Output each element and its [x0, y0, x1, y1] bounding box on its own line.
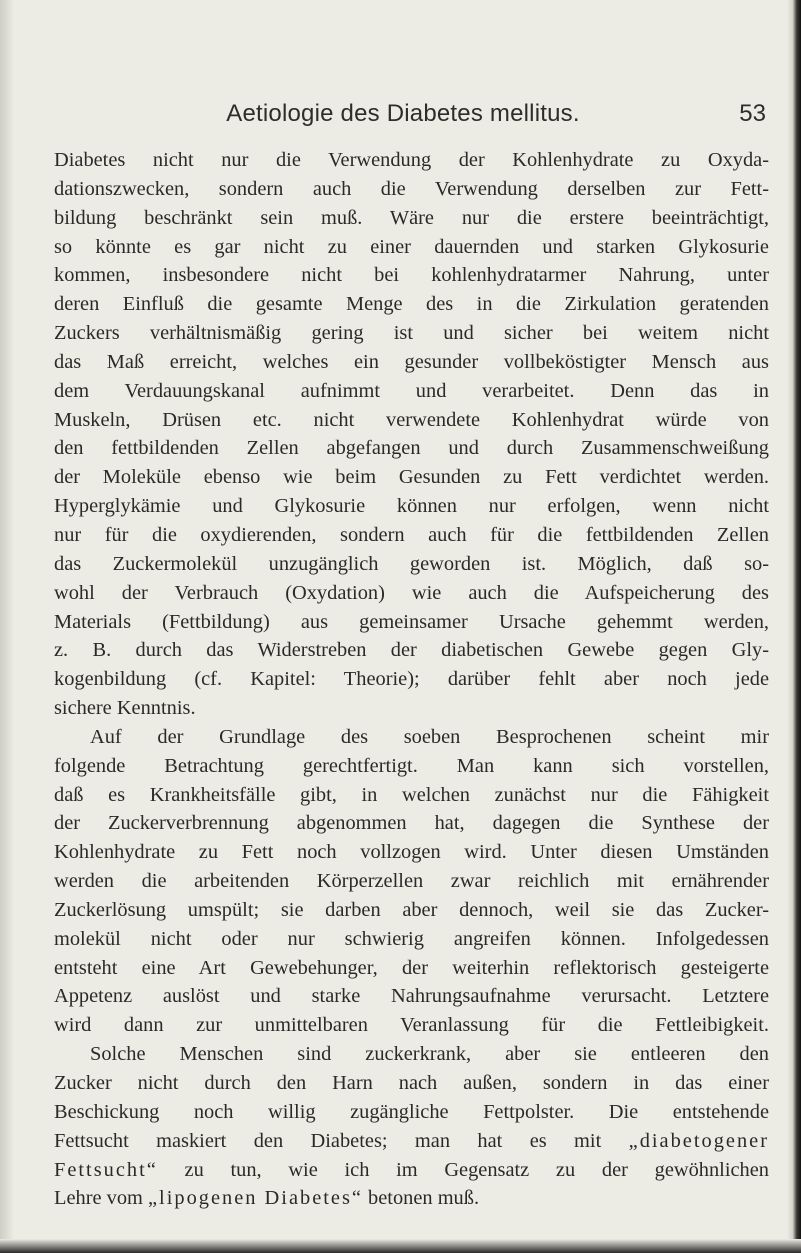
text-line: Appetenz auslöst und starke Nahrungsaufnahme verursacht. Letztere — [54, 985, 769, 1008]
text-line: das Maß erreicht, welches ein gesunder vollbeköstigter Mensch aus — [54, 350, 769, 373]
body-text — [54, 146, 769, 1213]
running-head: Aetiologie des Diabetes mellitus. — [226, 100, 580, 127]
text-line: Beschickung noch willig zugängliche Fettpolster. Die entstehende — [54, 1100, 769, 1123]
text-line: kommen, insbesondere nicht bei kohlenhydratarmer Nahrung, unter — [54, 264, 769, 287]
text-line: Diabetes nicht nur die Verwendung der Kohlenhydrate zu Oxyda- — [54, 149, 769, 171]
text-line: deren Einfluß die gesamte Menge des in die Zirkulation geratenden — [54, 293, 769, 316]
text-line — [54, 1156, 769, 1185]
emphasized-term: Fettsucht“ — [54, 1158, 158, 1181]
text-line: so könnte es gar nicht zu einer dauernden und starken Glykosurie — [54, 235, 769, 258]
text-line: daß es Krankheitsfälle gibt, in welchen zunächst nur die Fähigkeit — [54, 783, 769, 806]
text-line: Zuckers verhältnismäßig gering ist und sicher bei weitem nicht — [54, 322, 769, 345]
text-line: wohl der Verbrauch (Oxydation) wie auch die Aufspeicherung des — [54, 581, 769, 604]
text-line: Zuckerlösung umspült; sie darben aber dennoch, weil sie das Zucker- — [54, 898, 769, 921]
emphasized-term: „diabetogener — [628, 1129, 769, 1152]
text-line: Kohlenhydrate zu Fett noch vollzogen wird. Unter diesen Umständen — [54, 841, 769, 864]
text-line: dationszwecken, sondern auch die Verwendung derselben zur Fett- — [54, 177, 769, 200]
text-line: molekül nicht oder nur schwierig angreifen können. Infolgedessen — [54, 927, 769, 950]
text-line: sichere Kenntnis. — [54, 697, 196, 720]
text-line: das Zuckermolekül unzugänglich geworden ist. Möglich, daß so- — [54, 552, 769, 575]
text-segment: Lehre vom — [54, 1187, 148, 1210]
emphasized-term: „lipogenen Diabetes“ — [148, 1187, 363, 1210]
text-line: kogenbildung (cf. Kapitel: Theorie); darüber fehlt aber noch jede — [54, 668, 769, 691]
text-line: nur für die oxydierenden, sondern auch für die fettbildenden Zellen — [54, 523, 769, 546]
page-edge-bottom — [0, 1239, 801, 1253]
text-line: Auf der Grundlage des soeben Besprochenen scheint mir — [90, 725, 769, 748]
text-line: Muskeln, Drüsen etc. nicht verwendete Kohlenhydrat würde von — [54, 408, 769, 431]
text-line: Solche Menschen sind zuckerkrank, aber sie entleeren den — [90, 1043, 769, 1066]
text-line — [54, 1127, 769, 1156]
text-line: dem Verdauungskanal aufnimmt und verarbeitet. Denn das in — [54, 379, 769, 402]
text-line: entsteht eine Art Gewebehunger, der weiterhin reflektorisch gesteigerte — [54, 956, 769, 979]
text-line: folgende Betrachtung gerechtfertigt. Man kann sich vorstellen, — [54, 754, 769, 777]
page-shadow — [0, 0, 14, 1253]
text-line: Materials (Fettbildung) aus gemeinsamer Ursache gehemmt werden, — [54, 610, 769, 633]
page-number: 53 — [739, 100, 766, 127]
text-line — [54, 1184, 769, 1213]
text-line: den fettbildenden Zellen abgefangen und durch Zusammenschweißung — [54, 437, 769, 460]
page-edge — [787, 0, 801, 1253]
page-header — [40, 100, 766, 132]
text-line: wird dann zur unmittelbaren Veranlassung für die Fettleibigkeit. — [54, 1014, 769, 1037]
text-line: bildung beschränkt sein muß. Wäre nur die erstere beeinträchtigt, — [54, 206, 769, 229]
text-segment: zu tun, wie ich im Gegensatz zu der gewöhnlichen — [157, 1158, 769, 1181]
text-line: werden die arbeitenden Körperzellen zwar reichlich mit ernährender — [54, 870, 769, 893]
text-line: der Zuckerverbrennung abgenommen hat, dagegen die Synthese der — [54, 812, 769, 835]
text-line: Hyperglykämie und Glykosurie können nur erfolgen, wenn nicht — [54, 495, 769, 518]
text-segment: betonen muß. — [362, 1187, 480, 1210]
text-line: der Moleküle ebenso wie beim Gesunden zu Fett verdichtet werden. — [54, 466, 769, 489]
text-line: z. B. durch das Widerstreben der diabetischen Gewebe gegen Gly- — [54, 639, 769, 662]
text-line: Zucker nicht durch den Harn nach außen, sondern in das einer — [54, 1072, 769, 1094]
text-segment: Fettsucht maskiert den Diabetes; man hat es mit — [54, 1129, 629, 1152]
